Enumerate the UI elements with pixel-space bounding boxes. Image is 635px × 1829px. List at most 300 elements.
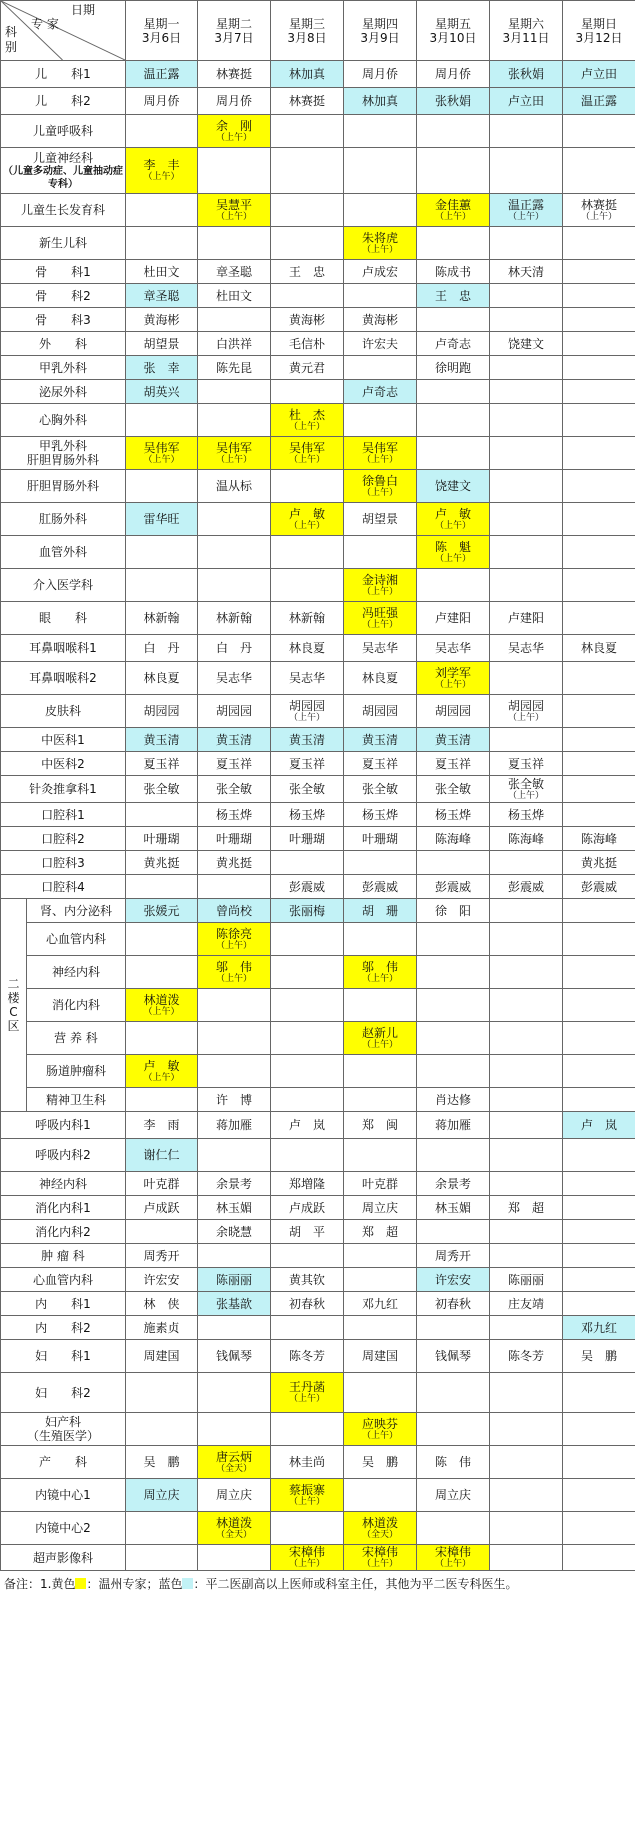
dept-cell	[1, 536, 126, 569]
doctor-name: 张全敏	[507, 776, 544, 791]
dept-cell	[1, 308, 126, 332]
doctor-name: 卢 敏	[288, 506, 325, 521]
dept-name: 眼 科	[38, 611, 87, 625]
doctor-cell	[344, 536, 417, 569]
doctor-name: 叶珊瑚	[143, 831, 180, 846]
dept-cell	[1, 356, 126, 380]
doctor-name: 张丽梅	[288, 903, 325, 918]
doctor-cell	[126, 1340, 198, 1373]
doctor-cell	[417, 503, 490, 536]
doctor-name: 林加真	[288, 67, 325, 81]
doctor-cell	[563, 803, 635, 827]
dept-cell	[1, 695, 126, 728]
doctor-cell	[271, 1055, 344, 1088]
doctor-cell	[271, 503, 344, 536]
date-label: 3月8日	[287, 30, 327, 45]
doctor-cell	[563, 1196, 635, 1220]
doctor-cell	[126, 695, 198, 728]
doctor-cell	[563, 284, 635, 308]
doctor-cell	[490, 1268, 563, 1292]
doctor-name: 林新翰	[288, 611, 325, 625]
doctor-name: 吴志华	[288, 671, 325, 685]
doctor-name: 卢 敏	[143, 1058, 180, 1073]
doctor-cell	[271, 1340, 344, 1373]
doctor-cell	[563, 635, 635, 662]
doctor-cell	[126, 1373, 198, 1413]
doctor-name: 吴 鹏	[361, 1455, 398, 1469]
doctor-cell	[417, 923, 490, 956]
doctor-cell	[490, 1139, 563, 1172]
doctor-cell	[271, 635, 344, 662]
doctor-name: 胡园园	[143, 704, 180, 718]
doctor-name: 周月侨	[215, 94, 252, 108]
doctor-cell	[344, 380, 417, 404]
doctor-cell	[563, 88, 635, 115]
weekday-label: 星期四	[361, 16, 398, 31]
doctor-name: 林良夏	[361, 671, 398, 685]
doctor-cell	[563, 1112, 635, 1139]
doctor-cell	[563, 602, 635, 635]
schedule-row	[1, 956, 635, 989]
doctor-cell	[344, 875, 417, 899]
doctor-cell	[344, 851, 417, 875]
doctor-cell	[417, 61, 490, 88]
doctor-cell	[490, 470, 563, 503]
dept-name: 中医科2	[41, 756, 85, 771]
doctor-cell	[126, 503, 198, 536]
doctor-cell	[344, 1413, 417, 1446]
dept-name: 妇 科2	[35, 1385, 91, 1400]
doctor-name: 胡园园	[288, 698, 325, 713]
schedule-row	[1, 227, 635, 260]
doctor-cell	[126, 308, 198, 332]
doctor-cell	[271, 752, 344, 776]
doctor-name: 黄玉清	[288, 732, 325, 747]
dept-cell	[1, 503, 126, 536]
doctor-cell	[198, 1055, 271, 1088]
doctor-name: 黄兆挺	[215, 855, 252, 870]
doctor-name: 吴 鹏	[143, 1455, 180, 1469]
doctor-cell	[198, 1316, 271, 1340]
doctor-cell	[490, 194, 563, 227]
schedule-row	[1, 380, 635, 404]
dept-name: 内镜中心2	[35, 1521, 91, 1535]
dept-cell	[1, 662, 126, 695]
schedule-row	[1, 827, 635, 851]
doctor-cell	[271, 803, 344, 827]
dept-name: 儿童神经科	[32, 150, 93, 165]
session-note: （上午）	[143, 454, 180, 465]
doctor-cell	[344, 803, 417, 827]
dept-cell	[1, 380, 126, 404]
doctor-cell	[417, 1244, 490, 1268]
date-label: 3月9日	[360, 30, 400, 45]
doctor-cell	[126, 752, 198, 776]
doctor-name: 周月侨	[434, 67, 471, 81]
doctor-name: 张全敏	[215, 782, 252, 796]
doctor-cell	[344, 827, 417, 851]
day-header-2	[198, 1, 271, 61]
doctor-cell	[417, 1139, 490, 1172]
doctor-name: 叶珊瑚	[361, 831, 398, 846]
doctor-name: 彭震威	[361, 879, 398, 894]
dept-name: 心胸外科	[38, 413, 87, 427]
doctor-cell	[490, 1545, 563, 1571]
doctor-name: 白洪祥	[215, 336, 252, 351]
doctor-name: 叶珊瑚	[215, 831, 252, 846]
doctor-name: 叶珊瑚	[288, 831, 325, 846]
doctor-cell	[417, 728, 490, 752]
doctor-cell	[198, 827, 271, 851]
doctor-name: 林天清	[507, 264, 544, 279]
doctor-name: 夏玉祥	[143, 756, 180, 771]
doctor-name: 林圭尚	[288, 1455, 325, 1469]
doctor-name: 施素贞	[143, 1320, 180, 1335]
footnote-blue-desc: ：平二医副高以上医师或科室主任，其他为平二医专科医生。	[193, 1577, 518, 1591]
schedule-row	[1, 1545, 635, 1571]
dept-cell: 精神卫生科	[27, 1088, 126, 1112]
doctor-name: 彭震威	[580, 879, 617, 894]
doctor-cell	[198, 923, 271, 956]
doctor-name: 黄海彬	[288, 312, 325, 327]
doctor-cell	[490, 148, 563, 194]
dept-cell	[1, 1545, 126, 1571]
schedule-row	[1, 284, 635, 308]
doctor-name: 曾尚校	[215, 903, 252, 918]
doctor-cell	[563, 569, 635, 602]
doctor-cell	[490, 569, 563, 602]
dept-cell	[1, 635, 126, 662]
doctor-cell	[563, 1413, 635, 1446]
doctor-name: 杨玉烨	[215, 807, 252, 822]
doctor-name: 张秋娟	[507, 67, 544, 81]
doctor-cell	[271, 194, 344, 227]
doctor-name: 王 忠	[288, 264, 325, 279]
dept-name: 消化内科2	[35, 1224, 91, 1239]
dept-cell	[1, 1139, 126, 1172]
dept-cell	[1, 148, 126, 194]
doctor-cell	[490, 827, 563, 851]
doctor-cell	[344, 956, 417, 989]
dept-cell: 肠道肿瘤科	[27, 1055, 126, 1088]
doctor-cell	[126, 602, 198, 635]
dept-cell	[1, 602, 126, 635]
doctor-cell	[563, 1172, 635, 1196]
doctor-cell	[126, 284, 198, 308]
session-note: （上午）	[361, 586, 398, 597]
dept-cell	[1, 1220, 126, 1244]
doctor-name: 林良夏	[580, 641, 617, 655]
doctor-cell	[490, 1316, 563, 1340]
doctor-cell	[417, 1220, 490, 1244]
doctor-cell	[490, 1512, 563, 1545]
dept-name: 肛肠外科	[38, 512, 87, 526]
doctor-cell	[198, 1022, 271, 1055]
session-note: （上午）	[434, 679, 471, 690]
doctor-cell	[344, 61, 417, 88]
doctor-cell	[490, 752, 563, 776]
doctor-cell	[126, 227, 198, 260]
schedule-row	[1, 923, 635, 956]
dept-cell	[1, 61, 126, 88]
doctor-cell	[344, 1479, 417, 1512]
doctor-cell	[198, 1512, 271, 1545]
doctor-cell	[344, 1268, 417, 1292]
dept-cell	[1, 827, 126, 851]
footnote-yellow-desc: ：温州专家；蓝色	[86, 1577, 183, 1591]
doctor-cell	[271, 227, 344, 260]
dept-cell: 肾、内分泌科	[27, 899, 126, 923]
doctor-cell	[198, 1292, 271, 1316]
doctor-name: 宋樟伟	[361, 1545, 398, 1559]
doctor-cell	[417, 1055, 490, 1088]
doctor-cell	[417, 1088, 490, 1112]
doctor-cell	[344, 470, 417, 503]
yellow-swatch-icon	[75, 1578, 86, 1589]
doctor-name: 白 丹	[143, 641, 180, 655]
doctor-name: 周月侨	[361, 67, 398, 81]
doctor-cell	[126, 1479, 198, 1512]
schedule-row	[1, 989, 635, 1022]
schedule-row	[1, 1512, 635, 1545]
doctor-name: 杜田文	[143, 264, 180, 279]
corner-cell	[1, 1, 126, 61]
weekday-label: 星期日	[580, 16, 617, 31]
doctor-cell	[417, 1196, 490, 1220]
dept-name: 新生儿科	[38, 236, 87, 250]
doctor-cell	[417, 803, 490, 827]
doctor-cell	[198, 1373, 271, 1413]
doctor-name: 周月侨	[143, 94, 180, 108]
doctor-name: 陈 魁	[434, 539, 471, 554]
doctor-cell	[490, 1172, 563, 1196]
doctor-cell	[271, 602, 344, 635]
doctor-cell	[198, 1112, 271, 1139]
doctor-cell	[271, 115, 344, 148]
session-note: （上午）	[143, 172, 180, 182]
doctor-cell	[490, 1055, 563, 1088]
session-note: （上午）	[507, 712, 544, 723]
schedule-row	[1, 602, 635, 635]
doctor-name: 温从标	[215, 479, 252, 493]
session-note: （上午）	[361, 487, 398, 498]
dept-cell	[1, 728, 126, 752]
dept-name: 超声影像科	[32, 1550, 93, 1565]
doctor-cell	[198, 1446, 271, 1479]
doctor-cell	[271, 1545, 344, 1571]
doctor-name: 李 雨	[143, 1118, 180, 1132]
doctor-cell	[271, 1196, 344, 1220]
weekday-label: 星期二	[215, 16, 252, 31]
doctor-cell	[198, 404, 271, 437]
doctor-name: 林新翰	[143, 611, 180, 625]
doctor-cell	[126, 899, 198, 923]
session-note: （上午）	[288, 1559, 325, 1569]
doctor-name: 蒋加雁	[434, 1118, 471, 1132]
doctor-cell	[126, 635, 198, 662]
session-note: （上午）	[580, 211, 617, 222]
doctor-cell	[563, 776, 635, 803]
weekday-label: 星期五	[434, 16, 471, 31]
dept-name: 口腔科2	[41, 831, 85, 846]
doctor-name: 林良夏	[288, 641, 325, 655]
doctor-cell	[198, 308, 271, 332]
doctor-cell	[417, 227, 490, 260]
doctor-name: 郑増隆	[288, 1176, 325, 1191]
schedule-row	[1, 1316, 635, 1340]
dept-name: 耳鼻咽喉科1	[29, 641, 97, 655]
dept-name: 儿 科2	[35, 94, 91, 108]
doctor-cell	[563, 1268, 635, 1292]
doctor-name: 张基歆	[215, 1296, 252, 1311]
schedule-row	[1, 1055, 635, 1088]
doctor-cell	[417, 956, 490, 989]
dept-name: 泌尿外科	[38, 384, 87, 399]
dept-cell	[1, 1244, 126, 1268]
session-note: （上午）	[361, 454, 398, 465]
dept-name: 儿童呼吸科	[32, 124, 93, 138]
doctor-name: 胡望景	[143, 336, 180, 351]
doctor-cell	[198, 148, 271, 194]
doctor-name: 卢奇志	[434, 336, 471, 351]
doctor-cell	[344, 1172, 417, 1196]
schedule-row	[1, 503, 635, 536]
doctor-cell	[271, 827, 344, 851]
doctor-cell	[490, 662, 563, 695]
doctor-cell	[490, 776, 563, 803]
schedule-row	[1, 356, 635, 380]
session-note: （上午）	[288, 1394, 325, 1404]
doctor-name: 林玉媚	[434, 1200, 471, 1215]
doctor-cell	[198, 503, 271, 536]
dept-cell	[1, 1340, 126, 1373]
dept-name: 甲乳外科	[38, 439, 87, 453]
doctor-cell	[198, 1196, 271, 1220]
dept-name: 中医科1	[41, 732, 85, 747]
schedule-body	[1, 1, 635, 1571]
doctor-name: 张媛元	[143, 903, 180, 918]
doctor-cell	[490, 536, 563, 569]
doctor-cell	[271, 260, 344, 284]
doctor-cell	[417, 875, 490, 899]
doctor-cell	[417, 827, 490, 851]
date-label: 3月10日	[429, 30, 477, 45]
doctor-cell	[271, 1022, 344, 1055]
doctor-cell	[126, 851, 198, 875]
dept-cell	[1, 1316, 126, 1340]
day-header-6	[490, 1, 563, 61]
doctor-name: 钱佩琴	[434, 1349, 471, 1363]
doctor-cell	[271, 695, 344, 728]
schedule-row	[1, 404, 635, 437]
doctor-cell	[563, 728, 635, 752]
dept-cell	[1, 1373, 126, 1413]
doctor-name: 陈丽丽	[507, 1272, 544, 1287]
doctor-name: 林道泼	[215, 1515, 252, 1530]
doctor-name: 许宏安	[143, 1272, 180, 1287]
doctor-name: 林道泼	[143, 992, 180, 1007]
doctor-name: 余景考	[215, 1176, 252, 1191]
weekday-label: 星期六	[507, 16, 544, 31]
doctor-cell	[126, 1088, 198, 1112]
day-header-3	[271, 1, 344, 61]
dept-cell: 心血管内科	[27, 923, 126, 956]
doctor-cell	[563, 503, 635, 536]
doctor-cell	[344, 115, 417, 148]
dept-note: （儿童多动症、儿童抽动症专科）	[3, 165, 123, 190]
doctor-name: 宋樟伟	[288, 1545, 325, 1559]
doctor-cell	[344, 260, 417, 284]
doctor-name: 胡园园	[434, 704, 471, 718]
schedule-row	[1, 752, 635, 776]
doctor-cell	[198, 1220, 271, 1244]
doctor-name: 林赛挺	[288, 94, 325, 108]
doctor-cell	[344, 503, 417, 536]
session-note: （上午）	[361, 1430, 398, 1441]
session-note: （上午）	[215, 211, 252, 222]
doctor-cell	[271, 356, 344, 380]
doctor-name: 周建国	[143, 1349, 180, 1363]
doctor-name: 陈海峰	[507, 831, 544, 846]
doctor-name: 黄其钦	[288, 1272, 325, 1287]
doctor-cell	[271, 899, 344, 923]
doctor-name: 吴志华	[507, 641, 544, 655]
doctor-cell	[198, 752, 271, 776]
doctor-cell	[490, 602, 563, 635]
doctor-cell	[271, 1268, 344, 1292]
doctor-cell	[126, 404, 198, 437]
doctor-cell	[271, 956, 344, 989]
day-header-5	[417, 1, 490, 61]
doctor-cell	[563, 260, 635, 284]
doctor-cell	[344, 602, 417, 635]
dept-cell	[1, 227, 126, 260]
doctor-cell	[344, 1196, 417, 1220]
doctor-name: 黄玉清	[361, 732, 398, 747]
doctor-name: 黄兆挺	[143, 855, 180, 870]
doctor-cell	[271, 1172, 344, 1196]
schedule-row	[1, 536, 635, 569]
doctor-name: 黄兆挺	[580, 855, 617, 870]
doctor-name: 彭震威	[288, 879, 325, 894]
doctor-cell	[417, 1268, 490, 1292]
doctor-cell	[490, 875, 563, 899]
doctor-cell	[490, 851, 563, 875]
dept-name: 儿童生长发育科	[20, 203, 105, 217]
doctor-name: 周立庆	[143, 1488, 180, 1502]
doctor-name: 黄玉清	[215, 732, 252, 747]
doctor-name: 卢 岚	[580, 1118, 617, 1132]
doctor-cell	[344, 1340, 417, 1373]
schedule-row	[1, 1172, 635, 1196]
session-note: （上午）	[434, 520, 471, 531]
doctor-cell	[198, 332, 271, 356]
dept-name: 口腔科3	[41, 855, 85, 870]
doctor-cell	[563, 380, 635, 404]
doctor-name: 杨玉烨	[434, 807, 471, 822]
date-label: 3月6日	[141, 30, 182, 45]
doctor-cell	[417, 602, 490, 635]
dept-name: 妇 科1	[35, 1349, 91, 1363]
doctor-cell	[126, 1413, 198, 1446]
doctor-cell	[126, 194, 198, 227]
doctor-name: 章圣聪	[215, 264, 252, 279]
schedule-row	[1, 662, 635, 695]
dept-name: 消化内科1	[35, 1200, 91, 1215]
dept-name: 骨 科1	[35, 264, 91, 279]
doctor-cell	[198, 470, 271, 503]
dept-cell	[1, 332, 126, 356]
